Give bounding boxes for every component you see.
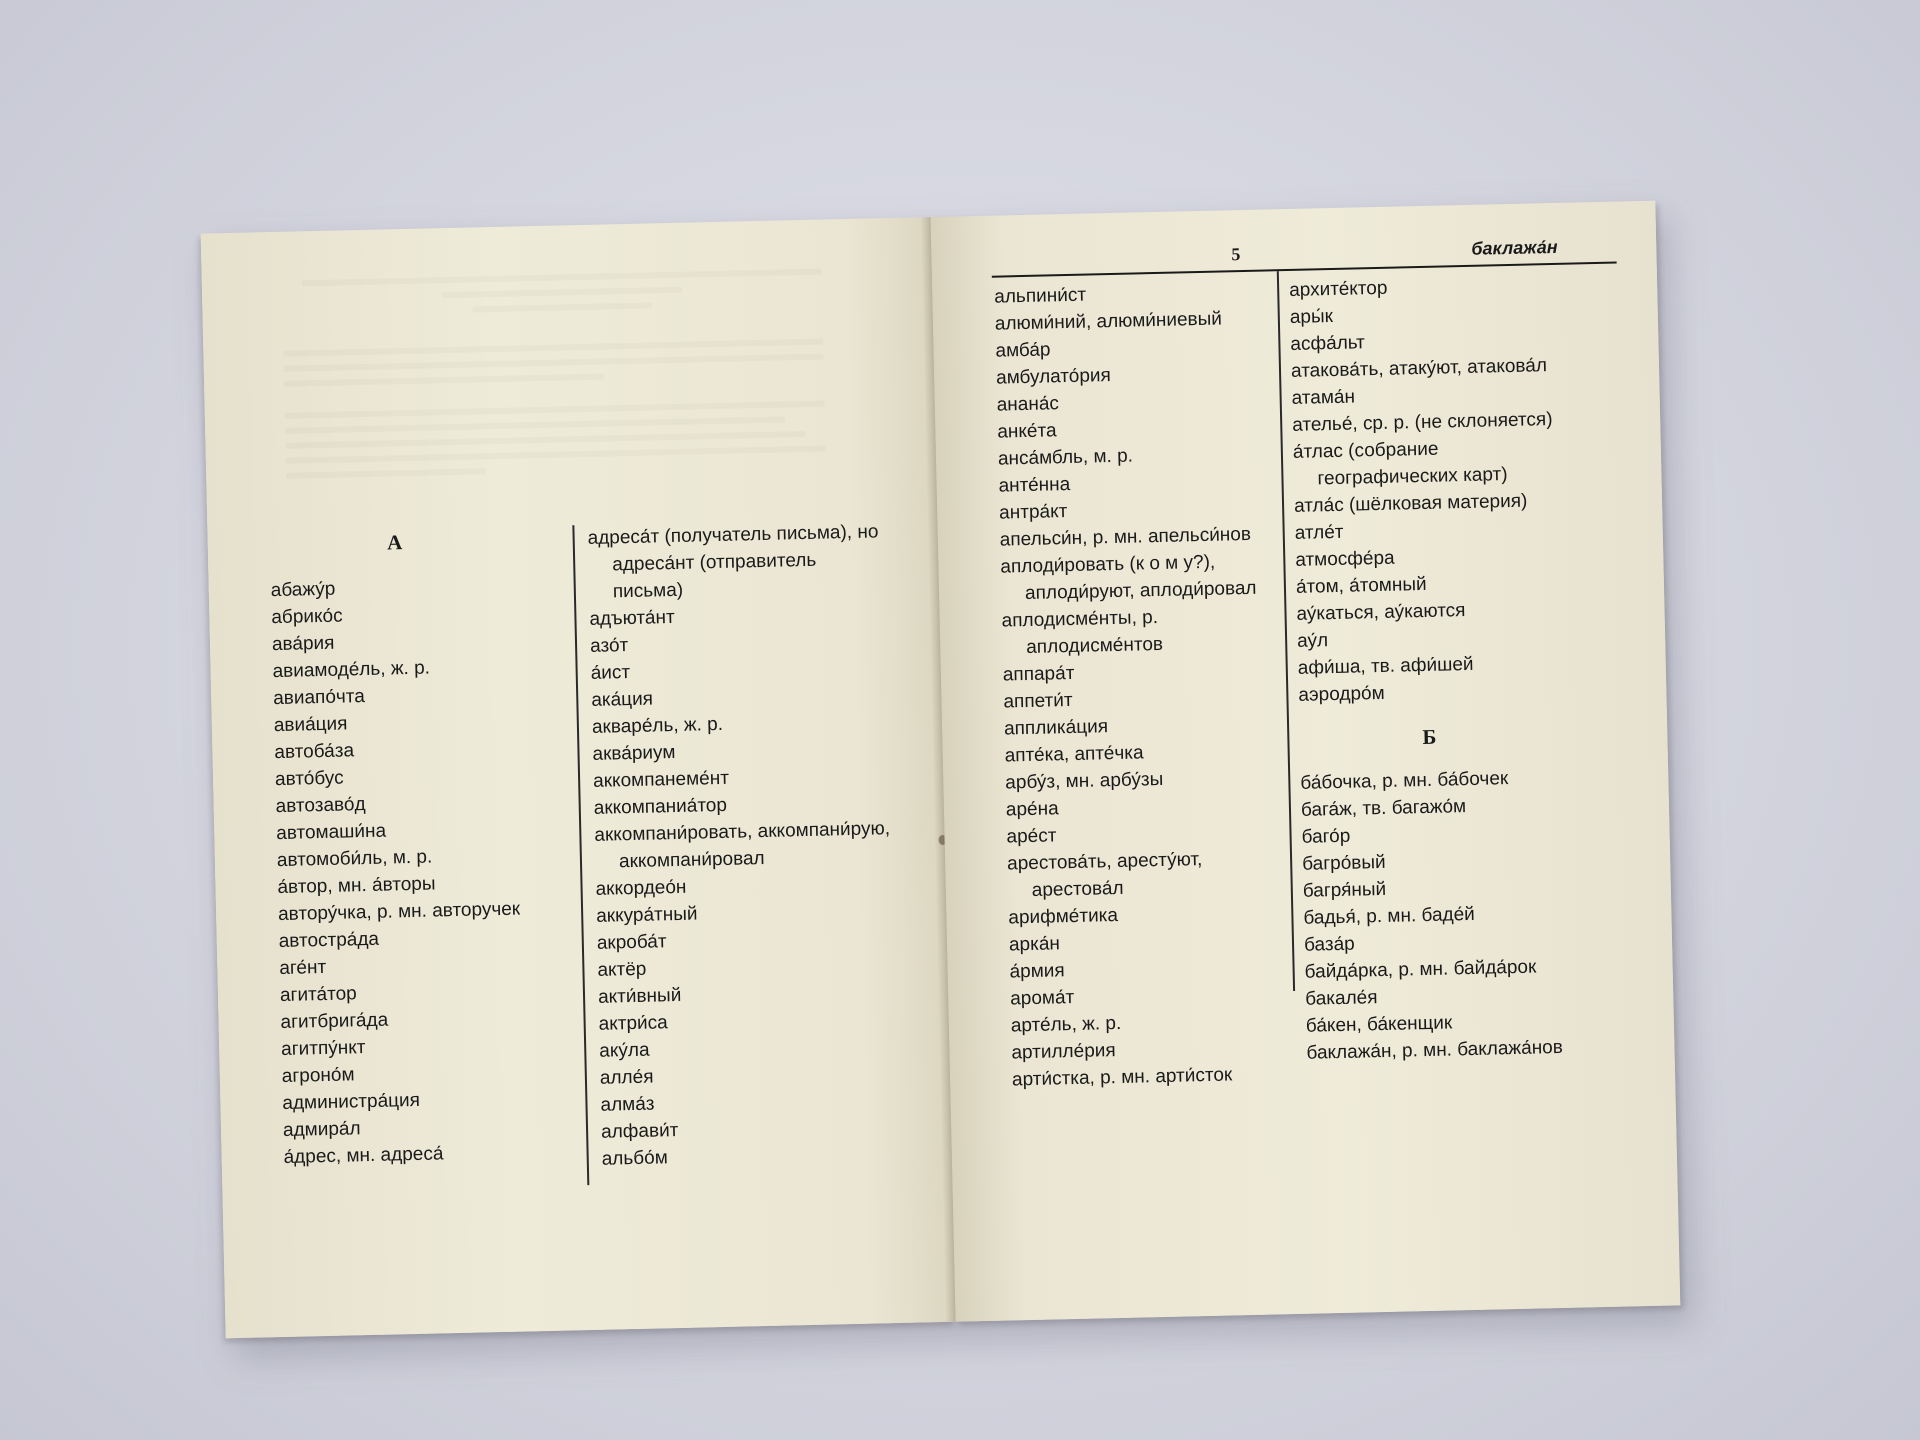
dictionary-entry: амба́р — [995, 339, 1051, 362]
left-column-1 — [269, 526, 573, 1171]
dictionary-entry: автоба́за — [274, 740, 355, 764]
dictionary-entry: байда́рка, р. мн. байда́рок — [1304, 956, 1537, 983]
dictionary-entry: аккура́тный — [595, 903, 698, 927]
right-column-2 — [1289, 270, 1597, 1066]
dictionary-entry: авиапо́чта — [272, 686, 366, 710]
dictionary-entry: аккомпанеме́нт — [592, 767, 730, 792]
dictionary-entry: арома́т — [1009, 987, 1075, 1010]
dictionary-entry: бакале́я — [1305, 987, 1378, 1010]
dictionary-entry: багро́вый — [1301, 851, 1386, 875]
dictionary-entry: анке́та — [997, 420, 1057, 443]
page-number: 5 — [1231, 244, 1241, 265]
dictionary-entry: аккордео́н — [595, 876, 687, 900]
dictionary-entry: бадья́, р. мн. баде́й — [1303, 903, 1476, 929]
dictionary-entry: асфа́льт — [1290, 332, 1366, 355]
dictionary-entry: анана́с — [996, 393, 1060, 416]
dictionary-entry: амбулато́рия — [995, 365, 1112, 389]
dictionary-entry: а́втор, мн. а́вторы — [277, 873, 436, 899]
dictionary-entry: а́рмия — [1009, 960, 1065, 983]
dictionary-entry: а́ист — [590, 662, 631, 684]
dictionary-entry: ава́рия — [271, 632, 335, 656]
dictionary-entry: акваре́ль, ж. р. — [591, 713, 724, 738]
dictionary-entry: а́дрес, мн. адреса́ — [283, 1143, 444, 1168]
dictionary-entry: аккомпаниа́тор — [593, 794, 728, 819]
dictionary-entry: атакова́ть, атаку́ют, атакова́л — [1290, 355, 1548, 382]
dictionary-entry: автомоби́ль, м. р. — [276, 846, 433, 872]
dictionary-entry: адъюта́нт — [589, 606, 675, 630]
section-letter: А — [386, 530, 403, 555]
dictionary-entry: ателье́, ср. р. (не склоняется) — [1292, 409, 1553, 436]
entry-list — [270, 571, 573, 1171]
dictionary-entry: акроба́т — [596, 931, 667, 954]
section-letter: Б — [1422, 724, 1437, 750]
dictionary-entry: аку́ла — [599, 1039, 650, 1062]
dictionary-entry: аплоди́ровать (к о м у?), аплоди́руют, аплоди́ровал — [1000, 551, 1257, 605]
dictionary-entry: арка́н — [1008, 933, 1061, 956]
dictionary-entry: ба́кен, ба́кенщик — [1305, 1012, 1453, 1037]
dictionary-entry: актри́са — [598, 1012, 668, 1035]
open-book — [192, 188, 1687, 1351]
dictionary-entry: баклажа́н, р. мн. баклажа́нов — [1306, 1036, 1564, 1064]
dictionary-entry: афи́ша, тв. афи́шей — [1297, 653, 1474, 679]
dictionary-entry: анса́мбль, м. р. — [997, 445, 1134, 470]
left-page — [201, 217, 956, 1338]
entry-list — [994, 277, 1302, 1093]
dictionary-entry: аппети́т — [1003, 689, 1073, 713]
dictionary-entry: арестова́ть, аресту́ют, арестова́л — [1006, 848, 1208, 901]
dictionary-entry: ау́каться, ау́каются — [1296, 600, 1466, 625]
column-divider — [572, 525, 589, 1185]
dictionary-entry: авиамоде́ль, ж. р. — [272, 657, 431, 683]
dictionary-entry: автозаво́д — [275, 794, 366, 818]
dictionary-entry: аэродро́м — [1298, 682, 1385, 706]
right-column-1 — [994, 277, 1302, 1093]
dictionary-entry: арти́стка, р. мн. арти́сток — [1011, 1064, 1233, 1091]
dictionary-entry: артилле́рия — [1011, 1040, 1116, 1064]
left-column-2 — [587, 518, 902, 1173]
dictionary-entry: антра́кт — [998, 501, 1068, 524]
dictionary-entry: альпини́ст — [994, 284, 1087, 308]
dictionary-entry: авто́бус — [274, 767, 344, 791]
dictionary-entry: архите́ктор — [1288, 277, 1388, 301]
right-page — [930, 201, 1680, 1322]
dictionary-entry: атле́т — [1294, 521, 1344, 544]
dictionary-entry: арбу́з, мн. арбу́зы — [1005, 768, 1164, 794]
dictionary-entry: багря́ный — [1302, 878, 1387, 902]
dictionary-entry: актёр — [597, 958, 647, 981]
dictionary-entry: база́р — [1303, 933, 1355, 956]
dictionary-entry: баго́р — [1301, 825, 1351, 848]
dictionary-entry: алфави́т — [600, 1120, 679, 1143]
dictionary-entry: апте́ка, апте́чка — [1004, 742, 1144, 767]
dictionary-entry: ау́л — [1296, 630, 1329, 652]
dictionary-entry: авиа́ция — [273, 713, 348, 737]
dictionary-entry: бага́ж, тв. багажо́м — [1300, 796, 1467, 821]
running-head: баклажа́н — [1471, 236, 1558, 259]
dictionary-entry: ары́к — [1289, 305, 1334, 328]
dictionary-entry: аква́риум — [592, 742, 676, 765]
dictionary-entry: апплика́ция — [1003, 716, 1109, 740]
dictionary-entry: ба́бочка, р. мн. ба́бочек — [1300, 768, 1509, 794]
dictionary-entry: агроно́м — [281, 1064, 355, 1088]
dictionary-entry: а́том, а́томный — [1295, 573, 1427, 598]
dictionary-entry: атама́н — [1291, 386, 1356, 409]
dictionary-entry: атла́с (шёлковая материя) — [1293, 490, 1528, 517]
dictionary-entry: а́тлас (собрание географических карт) — [1292, 438, 1508, 490]
dictionary-entry: анте́нна — [998, 473, 1071, 497]
dictionary-entry: абажу́р — [270, 578, 336, 602]
dictionary-entry: арте́ль, ж. р. — [1010, 1012, 1122, 1037]
dictionary-entry: алюми́ний, алюми́ниевый — [994, 308, 1223, 335]
dictionary-entry: ака́ция — [591, 688, 654, 711]
dictionary-entry: адреса́т (получатель письма), но адреса́нт (отправитель письма) — [587, 521, 884, 603]
dictionary-entry: абрико́с — [271, 605, 343, 629]
dictionary-entry: аплодисме́нты, р. аплодисме́нтов — [1001, 606, 1164, 659]
dictionary-entry: агитбрига́да — [280, 1009, 389, 1034]
dictionary-entry: апельси́н, р. мн. апельси́нов — [999, 523, 1252, 551]
dictionary-entry: аккомпани́ровать, аккомпани́рую, аккомпани́ровал — [594, 818, 896, 873]
dictionary-entry: агитпу́нкт — [280, 1037, 366, 1061]
dictionary-entry: администра́ция — [282, 1089, 421, 1115]
dictionary-entry: адмира́л — [282, 1118, 361, 1141]
dictionary-entry: альбо́м — [601, 1147, 669, 1170]
dictionary-entry: аппара́т — [1002, 662, 1075, 686]
dictionary-entry: алма́з — [600, 1093, 655, 1116]
dictionary-entry: автостра́да — [278, 928, 380, 953]
dictionary-entry: атмосфе́ра — [1295, 547, 1395, 571]
dictionary-entry: агита́тор — [279, 983, 357, 1007]
dictionary-entry: азо́т — [589, 635, 629, 657]
dictionary-entry: акти́вный — [597, 984, 682, 1008]
show-through-text — [282, 259, 847, 488]
dictionary-entry: автору́чка, р. мн. авторучек — [277, 898, 521, 926]
dictionary-entry: аре́на — [1005, 798, 1059, 821]
entry-list — [587, 518, 902, 1173]
dictionary-entry: аге́нт — [279, 956, 327, 980]
dictionary-entry: арифме́тика — [1008, 905, 1119, 929]
entry-list — [1300, 763, 1597, 1067]
dictionary-entry: аре́ст — [1006, 825, 1057, 848]
dictionary-entry: автомаши́на — [276, 820, 387, 845]
entry-list — [1289, 270, 1589, 708]
dictionary-entry: алле́я — [599, 1066, 654, 1089]
